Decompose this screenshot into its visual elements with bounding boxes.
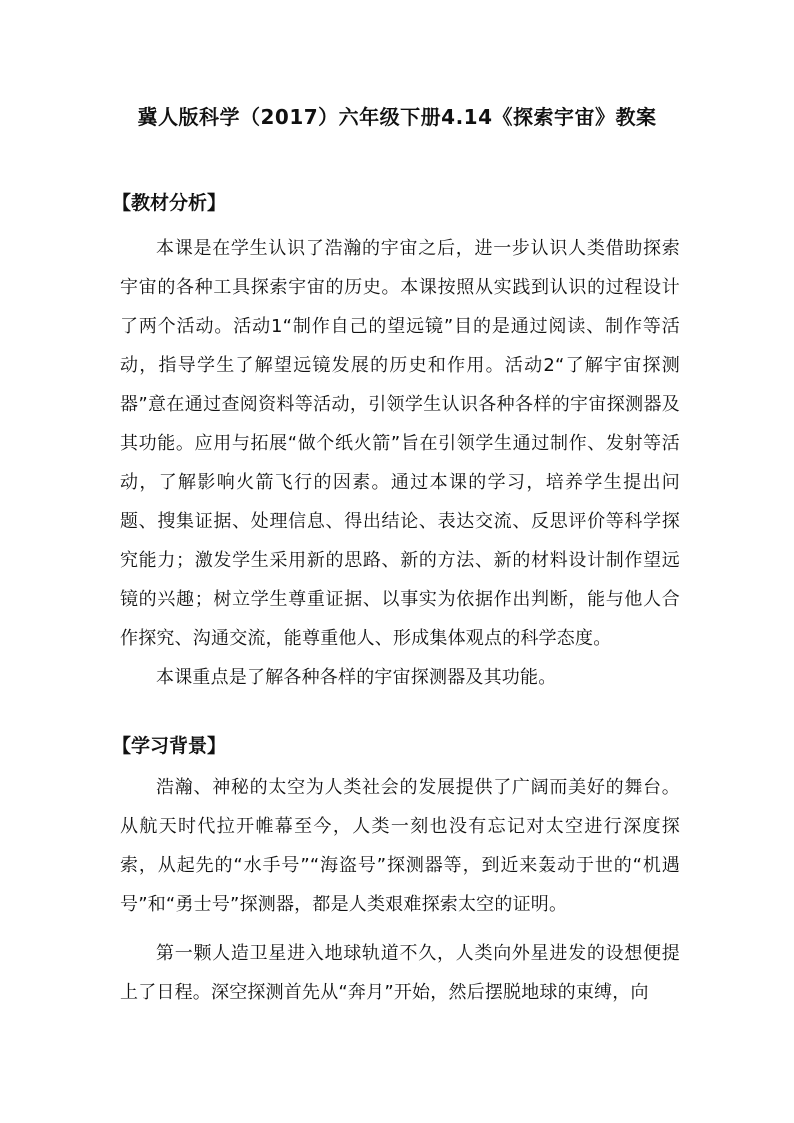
section-heading-learning-background: 【学习背景】 [112,735,227,757]
paragraph: 浩瀚、神秘的太空为人类社会的发展提供了广阔而美好的舞台。从航天时代拉开帷幕至今，人类一刻也没有忘记对太空进行深度探索，从起先的“水手号”“海盗号”探测器等，到近来轰动于世的“机遇号”和“勇士号”探测器，都是人类艰难探索太空的证明。 [120,777,680,915]
section-body-learning-background [120,768,680,1012]
section-body-textbook-analysis [120,229,680,697]
paragraph: 本课重点是了解各种各样的宇宙探测器及其功能。 [156,667,557,688]
document-title: 冀人版科学（2017）六年级下册4.14《探索宇宙》教案 [137,105,657,129]
section-heading-textbook-analysis: 【教材分析】 [112,192,227,214]
paragraph: 第一颗人造卫星进入地球轨道不久，人类向外星进发的设想便提上了日程。深空探测首先从“奔月”开始，然后摆脱地球的束缚，向 [120,943,680,1003]
paragraph: 本课是在学生认识了浩瀚的宇宙之后，进一步认识人类借助探索宇宙的各种工具探索宇宙的历史。本课按照从实践到认识的过程设计了两个活动。活动1“制作自己的望远镜”目的是通过阅读、制作等活动，指导学生了解望远镜发展的历史和作用。活动2“了解宇宙探测器”意在通过查阅资料等活动，引领学生认识各种各样的宇宙探测器及其功能。应用与拓展“做个纸火箭”旨在引领学生通过制作、发射等活动，了解影响火箭飞行的因素。通过本课的学习，培养学生提出问题、搜集证据、处理信息、得出结论、表达交流、反思评价等科学探究能力；激发学生采用新的思路、新的方法、新的材料设计制作望远镜的兴趣；树立学生尊重证据、以事实为依据作出判断，能与他人合作探究、沟通交流，能尊重他人、形成集体观点的科学态度。 [120,238,680,649]
